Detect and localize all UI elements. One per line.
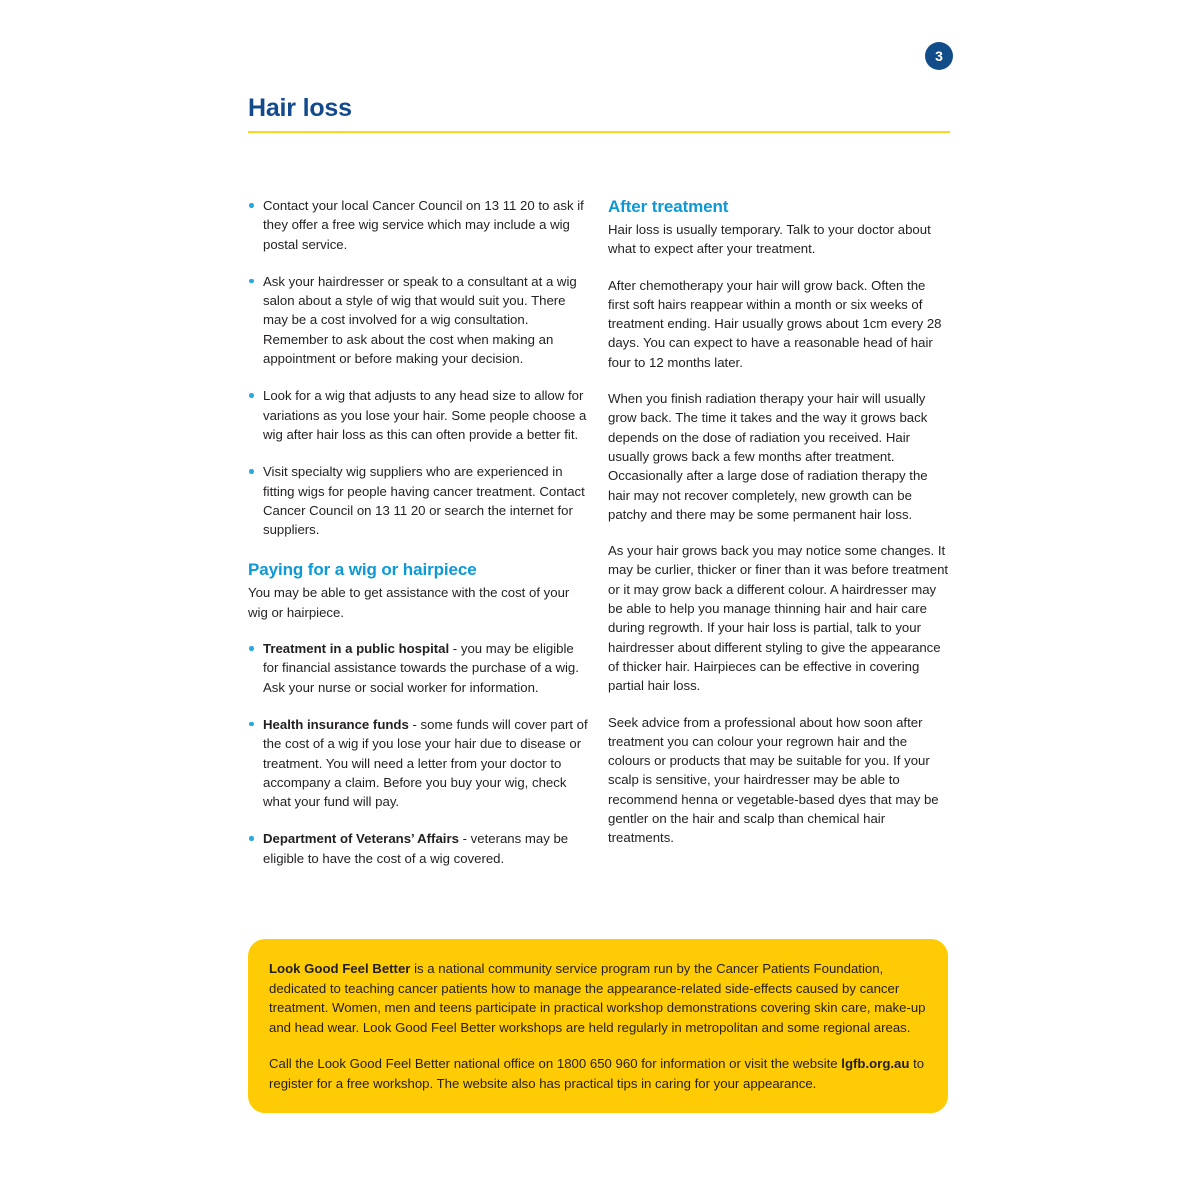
look-good-feel-better-callout — [248, 939, 948, 1113]
list-item-text: - some funds will cover part of the cost of a wig if you lose your hair due to disease or treatment. You will need a letter from your doctor to accompany a claim. Before you buy your wig, check what your fund will pay. — [263, 716, 588, 810]
title-block — [248, 94, 950, 133]
after-treatment-paragraph: Hair loss is usually temporary. Talk to your doctor about what to expect after your treatment. — [608, 222, 931, 257]
callout-paragraph-2 — [269, 1054, 927, 1093]
bullet-dot-icon — [249, 203, 254, 208]
bullet-dot-icon — [249, 393, 254, 398]
list-item-text: Visit specialty wig suppliers who are experienced in fitting wigs for people having cancer treatment. Contact Cancer Council on 13 11 20 or search the internet for suppliers. — [263, 464, 585, 538]
wig-advice-bullet-list — [248, 196, 590, 539]
bullet-dot-icon — [249, 836, 254, 841]
section-heading-paying-for-wig: Paying for a wig or hairpiece — [248, 560, 477, 580]
list-item-lead: Health insurance funds — [263, 716, 409, 732]
after-treatment-paragraph: When you finish radiation therapy your hair will usually grow back. The time it takes and the way it grows back depends on the dose of radiation you received. Hair usually grows back a few months after treatment. Occasionally after a large dose of radiation therapy the hair may not recover completely, new growth can be patchy and there may be some permanent hair loss. — [608, 391, 928, 522]
page-title: Hair loss — [248, 94, 352, 122]
list-item-text: Contact your local Cancer Council on 13 11 20 to ask if they offer a free wig service which may include a wig postal service. — [263, 198, 584, 252]
right-column — [608, 196, 950, 868]
list-item — [248, 829, 590, 868]
callout-paragraph-1-text: is a national community service program run by the Cancer Patients Foundation, dedicated to teaching cancer patients how to manage the appearance-related side-effects caused by cancer treatment. Women, men and teens participate in practical workshop demonstrations covering skin care, make-up and head wear. Look Good Feel Better workshops are held regularly in metropolitan and some regional areas. — [269, 961, 926, 1035]
section-heading-after-treatment: After treatment — [608, 197, 729, 216]
list-item-text: Ask your hairdresser or speak to a consultant at a wig salon about a style of wig that would suit you. There may be a cost involved for a wig consultation. Remember to ask about the cost when making an appointment or before making your decision. — [263, 273, 577, 367]
callout-website-link[interactable]: lgfb.org.au — [841, 1056, 910, 1072]
bullet-dot-icon — [249, 279, 254, 284]
left-column — [248, 196, 590, 868]
list-item-text: - veterans may be eligible to have the cost of a wig covered. — [263, 831, 569, 866]
list-item-lead: Department of Veterans’ Affairs — [263, 831, 459, 847]
list-item-text: - you may be eligible for financial assistance towards the purchase of a wig. Ask your nurse or social worker for information. — [263, 641, 579, 695]
callout-paragraph-2-post: to register for a free workshop. The website also has practical tips in caring for your appearance. — [269, 1056, 925, 1091]
section-intro-paragraph: You may be able to get assistance with the cost of your wig or hairpiece. — [248, 585, 570, 620]
list-item — [248, 196, 590, 254]
list-item — [248, 715, 590, 811]
page-number-badge: 3 — [925, 42, 953, 70]
after-treatment-paragraph: After chemotherapy your hair will grow back. Often the first soft hairs reappear within a month or six weeks of treatment ending. Hair usually grows about 1cm every 28 days. You can expect to have a reasonable head of hair four to 12 months later. — [608, 277, 942, 370]
list-item — [248, 462, 590, 539]
list-item — [248, 386, 590, 444]
bullet-dot-icon — [249, 646, 254, 651]
list-item — [248, 639, 590, 697]
bullet-dot-icon — [249, 469, 254, 474]
callout-paragraph-2-pre: Call the Look Good Feel Better national office on 1800 650 960 for information or visit the website — [269, 1056, 842, 1072]
funding-options-bullet-list — [248, 639, 590, 868]
after-treatment-paragraph: Seek advice from a professional about how soon after treatment you can colour your regrown hair and the colours or products that may be suitable for you. If your scalp is sensitive, your hairdresser may be able to recommend henna or vegetable-based dyes that may be gentler on the hair and scalp than chemical hair treatments. — [608, 714, 939, 846]
callout-program-name: Look Good Feel Better — [269, 961, 411, 976]
bullet-dot-icon — [249, 722, 254, 727]
after-treatment-paragraph: As your hair grows back you may notice some changes. It may be curlier, thicker or finer than it was before treatment or it may grow back a different colour. A hairdresser may be able to help you manage thinning hair and hair care during regrowth. If your hair loss is partial, talk to your hairdresser about different styling to give the appearance of thicker hair. Hairpieces can be effective in covering partial hair loss. — [608, 543, 949, 694]
title-divider-rule — [248, 131, 950, 133]
list-item-lead: Treatment in a public hospital — [263, 641, 450, 657]
two-column-body — [248, 196, 950, 868]
list-item-text: Look for a wig that adjusts to any head size to allow for variations as you lose your hair. Some people choose a wig after hair loss as this can often provide a better fit. — [263, 388, 587, 442]
list-item — [248, 272, 590, 368]
callout-paragraph-1 — [269, 959, 927, 1037]
